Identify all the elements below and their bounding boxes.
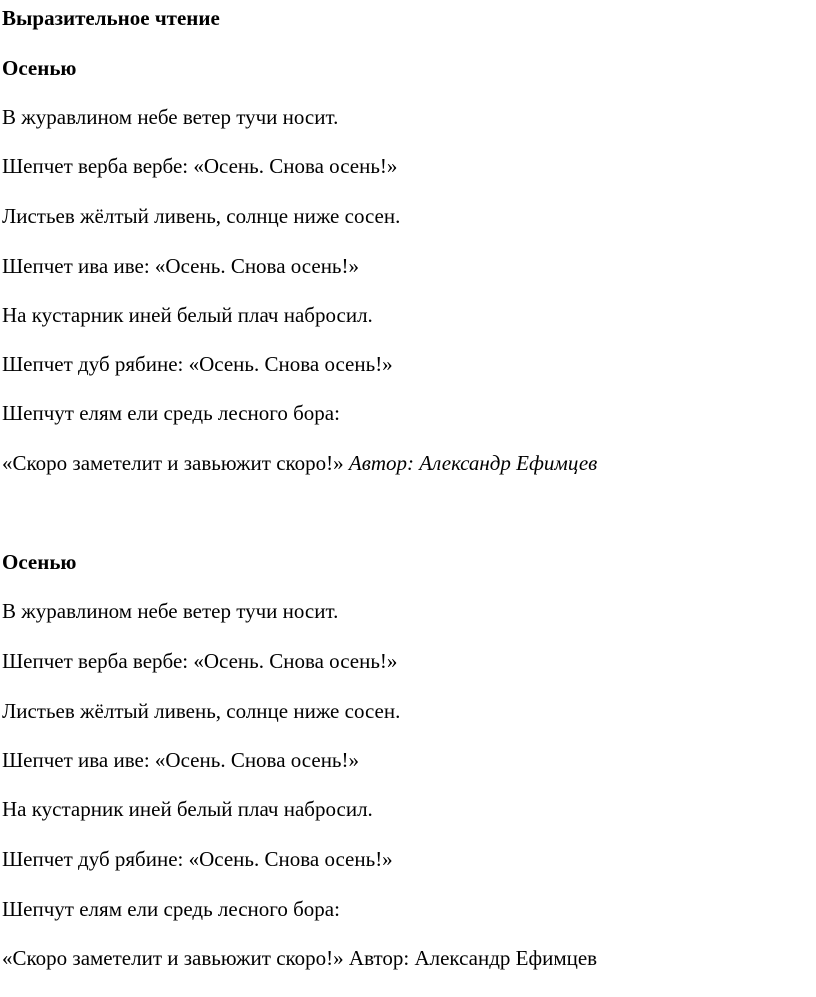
poem2-line-3: Листьев жёлтый ливень, солнце ниже сосен. [2, 699, 401, 723]
poem1-line-6: Шепчет дуб рябине: «Осень. Снова осень!» [2, 352, 393, 376]
poem2-line-7: Шепчут елям ели средь лесного бора: [2, 897, 340, 921]
poem1-author: Автор: Александр Ефимцев [348, 451, 598, 475]
poem1-line-5: На кустарник иней белый плач набросил. [2, 303, 373, 327]
poem1-title: Осенью [2, 56, 77, 80]
document-heading: Выразительное чтение [2, 6, 220, 30]
poem2-line-1: В журавлином небе ветер тучи носит. [2, 599, 339, 623]
poem1-line-3: Листьев жёлтый ливень, солнце ниже сосен. [2, 204, 401, 228]
poem2-line-8-row [2, 946, 597, 970]
poem2-line-8: «Скоро заметелит и завьюжит скоро!» [2, 946, 344, 970]
poem1-line-8-row [2, 451, 597, 475]
poem1-line-7: Шепчут елям ели средь лесного бора: [2, 401, 340, 425]
poem2-line-2: Шепчет верба вербе: «Осень. Снова осень!» [2, 649, 398, 673]
poem1-line-2: Шепчет верба вербе: «Осень. Снова осень!» [2, 154, 398, 178]
poem2-line-5: На кустарник иней белый плач набросил. [2, 797, 373, 821]
poem1-line-4: Шепчет ива иве: «Осень. Снова осень!» [2, 254, 359, 278]
poem2-title: Осенью [2, 550, 77, 574]
poem1-line-8: «Скоро заметелит и завьюжит скоро!» [2, 451, 344, 475]
poem2-line-6: Шепчет дуб рябине: «Осень. Снова осень!» [2, 847, 393, 871]
poem1-line-1: В журавлином небе ветер тучи носит. [2, 105, 339, 129]
poem2-author: Автор: Александр Ефимцев [348, 946, 598, 970]
poem2-line-4: Шепчет ива иве: «Осень. Снова осень!» [2, 748, 359, 772]
